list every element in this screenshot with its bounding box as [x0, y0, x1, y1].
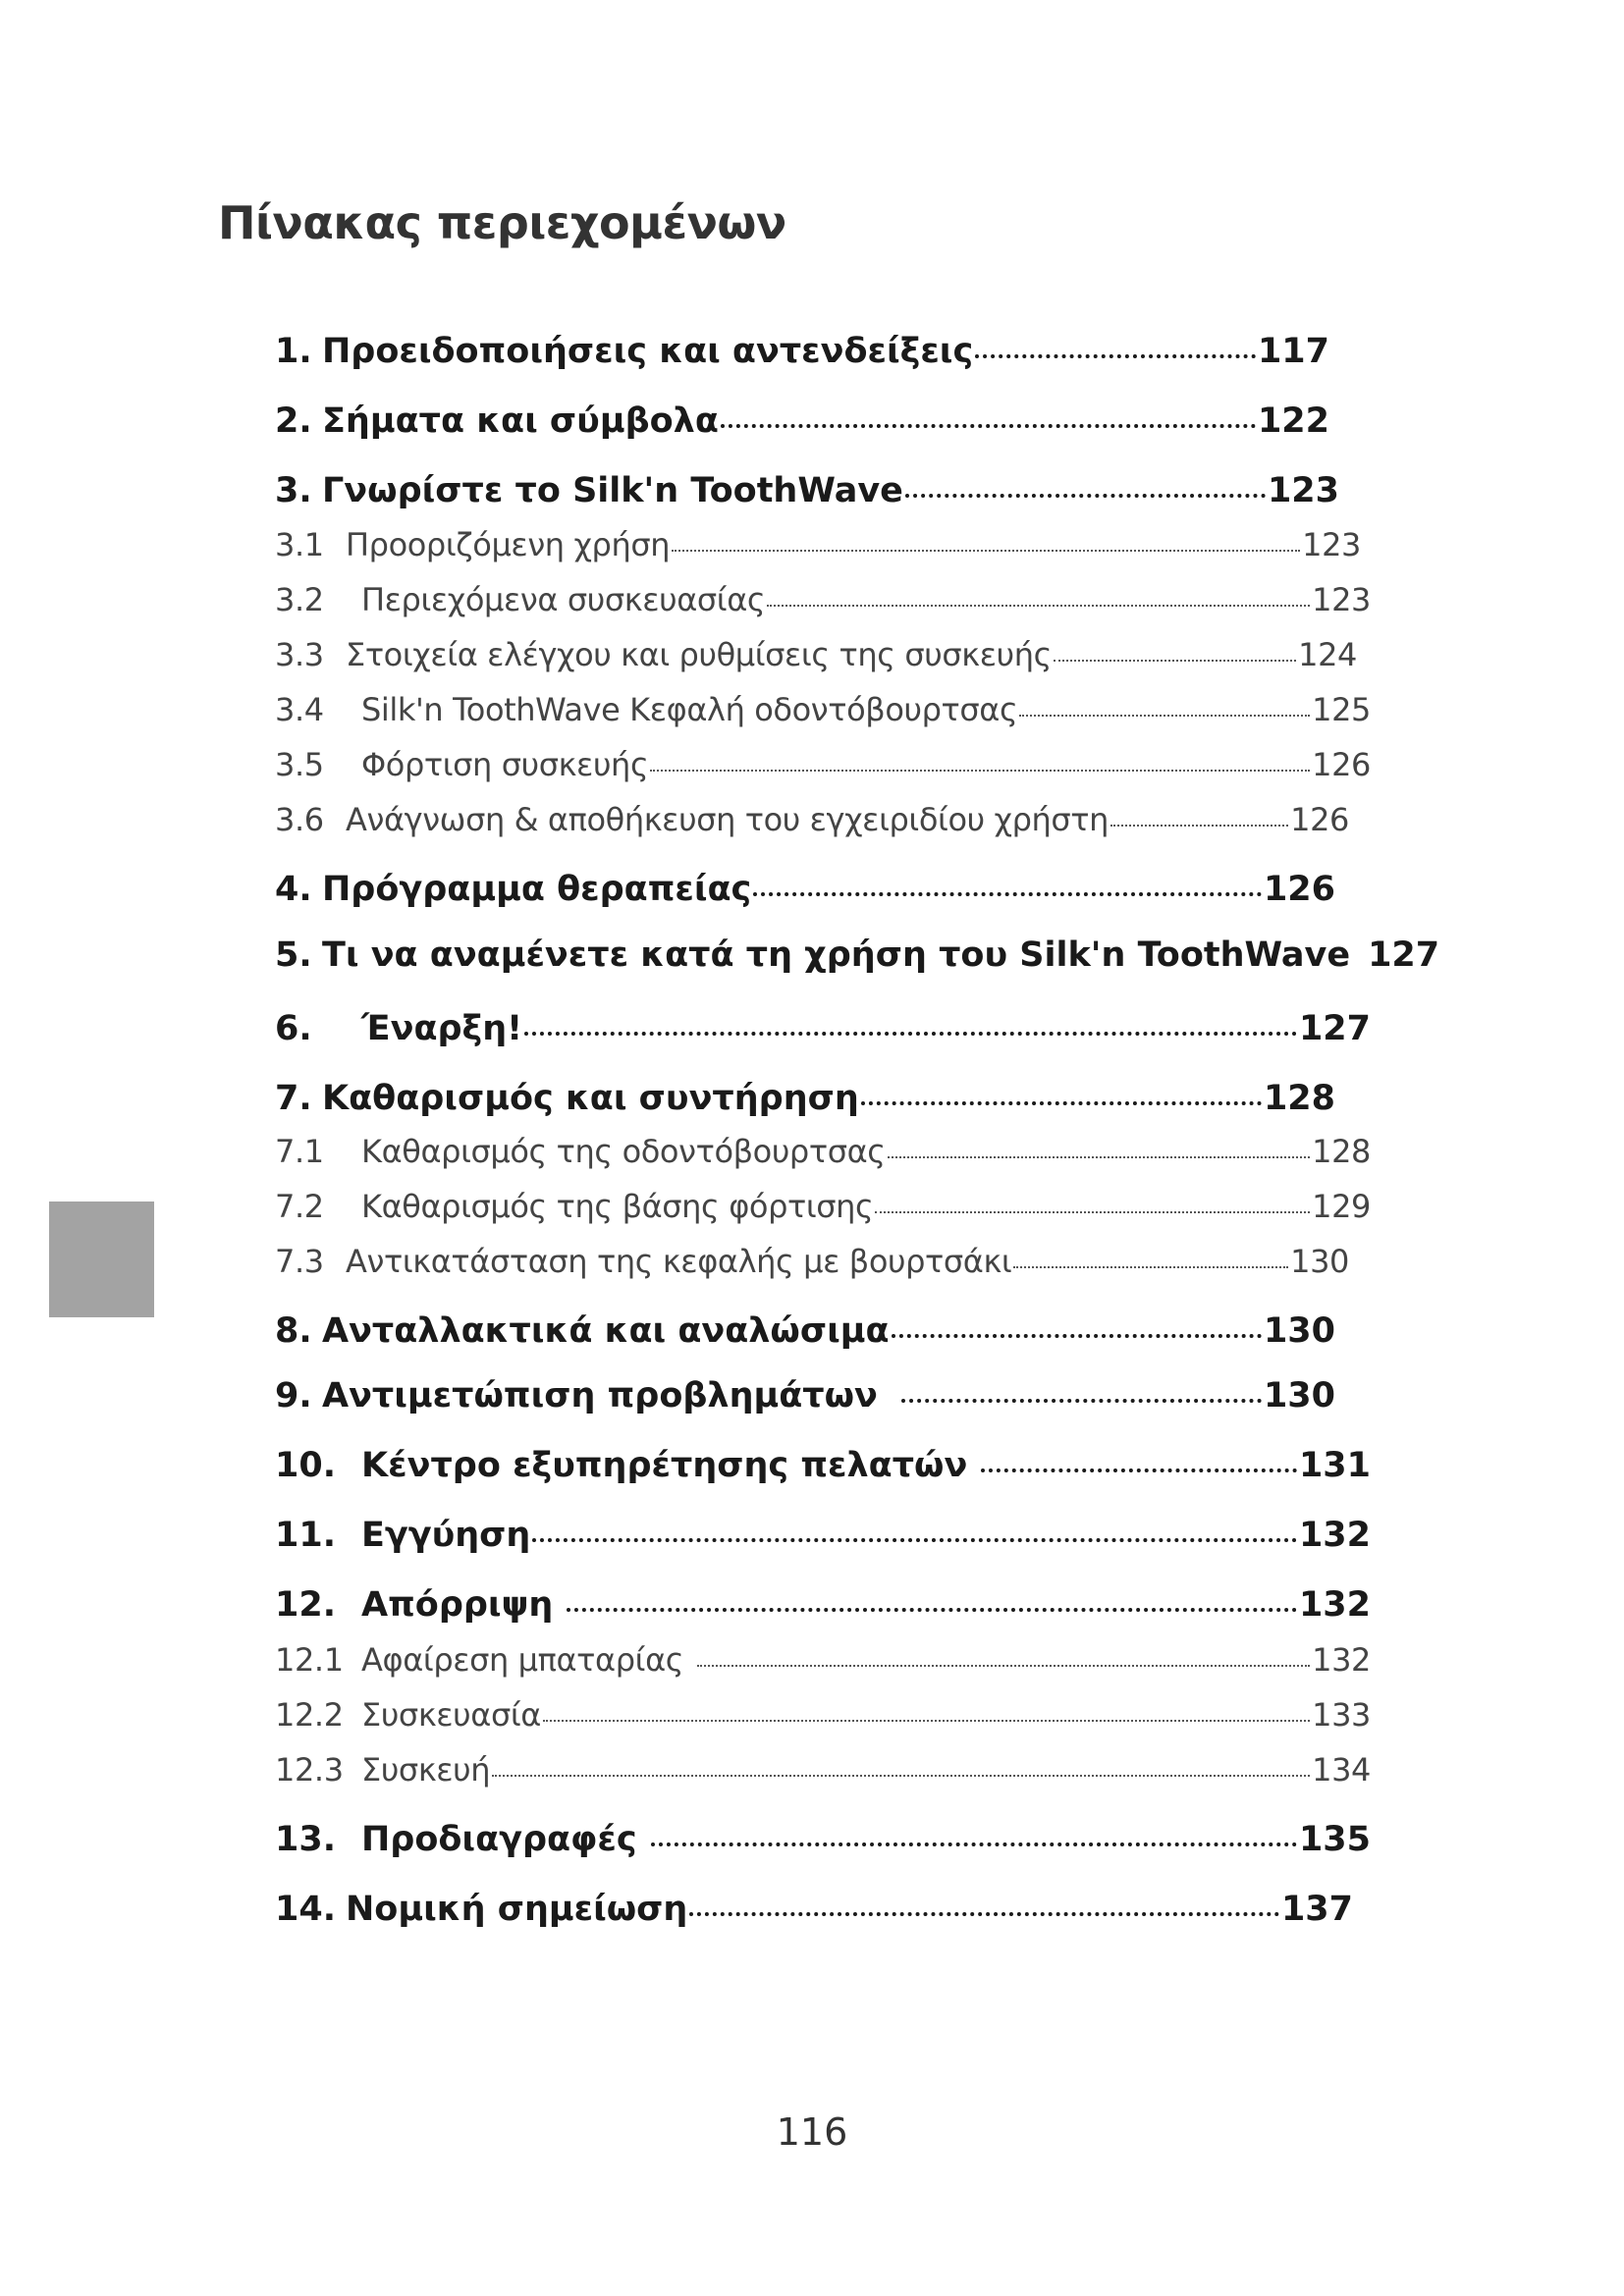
toc-entry-page: 134 — [1312, 1751, 1371, 1789]
toc-entry-number: 1. — [275, 332, 312, 371]
dot-leader — [975, 328, 1256, 362]
dot-leader — [697, 1639, 1310, 1671]
toc-entry-page: 130 — [1263, 1311, 1335, 1351]
toc-entry-page: 126 — [1263, 870, 1335, 909]
toc-entry-number: 12. — [275, 1585, 337, 1625]
dot-leader — [492, 1749, 1310, 1781]
toc-entry-label: Αφαίρεση μπαταρίας — [361, 1641, 684, 1679]
toc-entry-label: Στοιχεία ελέγχου και ρυθμίσεις της συσκευής — [346, 636, 1053, 673]
toc-entry-label: Έναρξη! — [361, 1009, 523, 1048]
dot-leader — [543, 1694, 1310, 1726]
toc-entry-number: 14. — [275, 1890, 337, 1929]
dot-leader — [905, 467, 1266, 502]
toc-entry-number: 6. — [275, 1009, 312, 1048]
toc-entry-label: Προειδοποιήσεις και αντενδείξεις — [322, 332, 974, 371]
toc-entry-number: 5. — [275, 935, 312, 975]
dot-leader — [650, 744, 1310, 775]
toc-entry-page: 126 — [1312, 746, 1371, 783]
toc-subentry-7-3[interactable] — [275, 1241, 1349, 1280]
toc-entry-number: 3.4 — [275, 691, 324, 728]
dot-leader — [1019, 689, 1310, 721]
toc-entry-page: 124 — [1298, 636, 1357, 673]
toc-entry-label: Silk'n ToothWave Κεφαλή οδοντόβουρτσας — [361, 691, 1018, 728]
toc-entry-page: 127 — [1368, 935, 1440, 975]
dot-leader — [567, 1581, 1297, 1616]
toc-entry-11[interactable] — [275, 1512, 1371, 1555]
toc-entry-label: Τι να αναμένετε κατά τη χρήση του Silk'n ToothWave — [322, 935, 1351, 975]
toc-entry-12[interactable] — [275, 1581, 1371, 1625]
toc-entry-page: 126 — [1290, 801, 1349, 838]
toc-subentry-12-1[interactable] — [275, 1639, 1371, 1679]
toc-entry-number: 3.3 — [275, 636, 324, 673]
toc-entry-page: 132 — [1312, 1641, 1371, 1679]
toc-entry-label: Νομική σημείωση — [346, 1890, 688, 1929]
toc-entry-page: 123 — [1267, 471, 1339, 510]
toc-subentry-3-3[interactable] — [275, 634, 1357, 673]
toc-entry-number: 9. — [275, 1376, 312, 1415]
toc-entry-label: Προοριζόμενη χρήση — [346, 526, 671, 563]
toc-entry-label: Πρόγραμμα θεραπείας — [322, 870, 752, 909]
toc-entry-page: 122 — [1257, 401, 1329, 441]
toc-subentry-3-2[interactable] — [275, 579, 1371, 618]
toc-entry-number: 12.2 — [275, 1696, 344, 1734]
toc-subentry-3-6[interactable] — [275, 799, 1349, 838]
dot-leader — [524, 1005, 1297, 1040]
dot-leader — [861, 1075, 1262, 1109]
toc-entry-label: Ανταλλακτικά και αναλώσιμα — [322, 1311, 890, 1351]
toc-entry-number: 2. — [275, 401, 312, 441]
toc-entry-page: 117 — [1257, 332, 1329, 371]
toc-entry-page: 130 — [1290, 1243, 1349, 1280]
toc-entry-page: 130 — [1263, 1376, 1335, 1415]
toc-entry-number: 11. — [275, 1516, 337, 1555]
toc-entry-label: Γνωρίστε το Silk'n ToothWave — [322, 471, 903, 510]
toc-entry-label: Καθαρισμός της βάσης φόρτισης — [361, 1188, 874, 1225]
toc-entry-label: Απόρριψη — [361, 1585, 554, 1625]
dot-leader — [689, 1886, 1279, 1920]
dot-leader — [532, 1512, 1297, 1546]
dot-leader — [767, 579, 1310, 611]
toc-entry-label: Εγγύηση — [361, 1516, 531, 1555]
toc-entry-page: 127 — [1298, 1009, 1371, 1048]
toc-entry-page: 133 — [1312, 1696, 1371, 1734]
toc-entry-number: 3.5 — [275, 746, 324, 783]
toc-subentry-7-1[interactable] — [275, 1131, 1371, 1170]
toc-entry-label: Καθαρισμός της οδοντόβουρτσας — [361, 1133, 886, 1170]
toc-entry-label: Κέντρο εξυπηρέτησης πελατών — [361, 1446, 968, 1485]
toc-entry-10[interactable] — [275, 1442, 1371, 1485]
toc-entry-3[interactable] — [275, 467, 1339, 510]
toc-entry-6[interactable] — [275, 1005, 1371, 1048]
toc-entry-label: Φόρτιση συσκευής — [361, 746, 649, 783]
toc-entry-page: 128 — [1263, 1079, 1335, 1118]
toc-entry-5[interactable] — [275, 935, 1440, 975]
toc-entry-9[interactable] — [275, 1372, 1335, 1415]
toc-entry-number: 10. — [275, 1446, 337, 1485]
toc-entry-label: Αντικατάσταση της κεφαλής με βουρτσάκι — [346, 1243, 1012, 1280]
dot-leader — [721, 398, 1256, 432]
dot-leader — [981, 1442, 1297, 1476]
toc-entry-page: 125 — [1312, 691, 1371, 728]
toc-entry-number: 3. — [275, 471, 312, 510]
toc-entry-number: 7.2 — [275, 1188, 324, 1225]
toc-entry-page: 129 — [1312, 1188, 1371, 1225]
toc-entry-page: 137 — [1280, 1890, 1353, 1929]
toc-entry-number: 7.1 — [275, 1133, 324, 1170]
toc-entry-label: Σήματα και σύμβολα — [322, 401, 719, 441]
toc-entry-number: 7.3 — [275, 1243, 324, 1280]
dot-leader — [888, 1131, 1310, 1162]
toc-entry-14[interactable] — [275, 1886, 1353, 1929]
toc-entry-13[interactable] — [275, 1816, 1371, 1859]
toc-entry-number: 3.2 — [275, 581, 324, 618]
dot-leader — [753, 866, 1262, 900]
toc-entry-number: 3.1 — [275, 526, 324, 563]
toc-subentry-12-3[interactable] — [275, 1749, 1371, 1789]
dot-leader — [672, 524, 1300, 556]
toc-entry-page: 128 — [1312, 1133, 1371, 1170]
toc-entry-label: Περιεχόμενα συσκευασίας — [361, 581, 766, 618]
toc-entry-page: 132 — [1298, 1585, 1371, 1625]
toc-entry-page: 131 — [1298, 1446, 1371, 1485]
toc-entry-label: Ανάγνωση & αποθήκευση του εγχειριδίου χρήστη — [346, 801, 1110, 838]
toc-entry-page: 132 — [1298, 1516, 1371, 1555]
toc-entry-label: Αντιμετώπιση προβλημάτων — [322, 1376, 878, 1415]
toc-subentry-3-1[interactable] — [275, 524, 1361, 563]
page-number: 116 — [776, 2110, 848, 2154]
toc-entry-number: 12.1 — [275, 1641, 344, 1679]
toc-entry-number: 4. — [275, 870, 312, 909]
toc-entry-label: Συσκευή — [361, 1751, 491, 1789]
toc-entry-number: 7. — [275, 1079, 312, 1118]
dot-leader — [1054, 634, 1296, 666]
toc-entry-8[interactable] — [275, 1308, 1335, 1351]
dot-leader — [875, 1186, 1310, 1217]
toc-entry-4[interactable] — [275, 866, 1335, 909]
page-title: Πίνακας περιεχομένων — [218, 196, 786, 249]
toc-entry-number: 13. — [275, 1820, 337, 1859]
toc-entry-2[interactable] — [275, 398, 1329, 441]
toc-entry-number: 12.3 — [275, 1751, 344, 1789]
dot-leader — [892, 1308, 1262, 1342]
toc-entry-page: 135 — [1298, 1820, 1371, 1859]
toc-entry-1[interactable] — [275, 328, 1329, 371]
side-tab-marker — [49, 1201, 154, 1317]
toc-entry-7[interactable] — [275, 1075, 1335, 1118]
toc-entry-number: 8. — [275, 1311, 312, 1351]
toc-subentry-12-2[interactable] — [275, 1694, 1371, 1734]
toc-entry-label: Καθαρισμός και συντήρηση — [322, 1079, 859, 1118]
toc-entry-page: 123 — [1312, 581, 1371, 618]
toc-entry-label: Συσκευασία — [361, 1696, 541, 1734]
toc-subentry-3-5[interactable] — [275, 744, 1371, 783]
toc-entry-number: 3.6 — [275, 801, 324, 838]
dot-leader — [651, 1816, 1297, 1850]
toc-entry-label: Προδιαγραφές — [361, 1820, 637, 1859]
dot-leader — [1013, 1241, 1288, 1272]
dot-leader — [901, 1372, 1262, 1407]
toc-entry-page: 123 — [1302, 526, 1361, 563]
toc-subentry-7-2[interactable] — [275, 1186, 1371, 1225]
toc-subentry-3-4[interactable] — [275, 689, 1371, 728]
dot-leader — [1110, 799, 1288, 830]
